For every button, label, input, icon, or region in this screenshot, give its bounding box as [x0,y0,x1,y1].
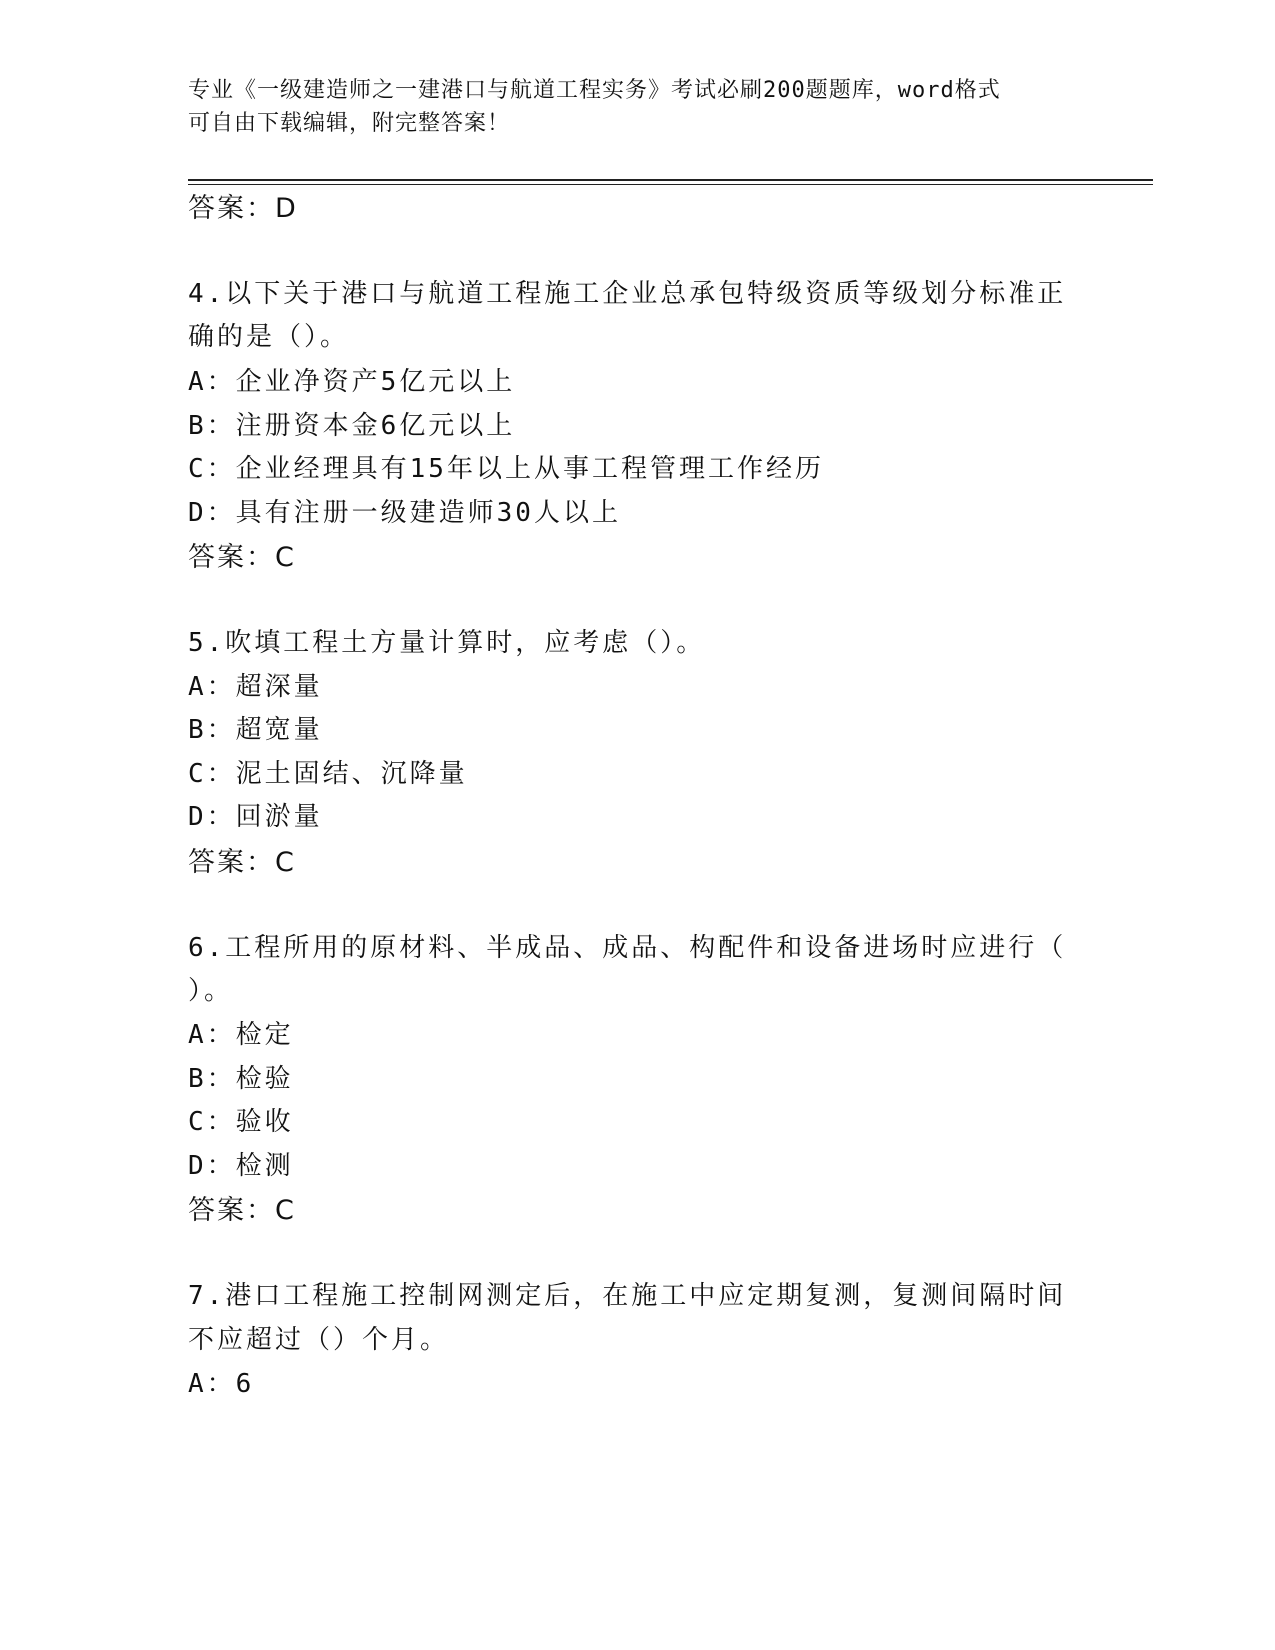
question-6-option-d: D：检测 [188,1151,294,1181]
answer-q6: 答案：C [188,1195,296,1226]
answer-q4: 答案：C [188,542,296,573]
question-4-stem-line-2: 确的是（）。 [188,322,350,352]
question-6-option-a: A：检定 [188,1020,294,1050]
question-6-stem-line-1: 6.工程所用的原材料、半成品、成品、构配件和设备进场时应进行（ [188,933,1067,963]
question-5-option-d: D：回淤量 [188,802,323,832]
question-5-option-b: B：超宽量 [188,715,323,745]
header-line-1: 专业《一级建造师之一建港口与航道工程实务》考试必刷200题题库，word格式 [188,78,1001,103]
question-7-stem-line-1: 7.港口工程施工控制网测定后，在施工中应定期复测，复测间隔时间 [188,1281,1067,1311]
header-divider-bottom [188,184,1153,185]
question-6-stem-line-2: ）。 [188,976,234,1006]
header-divider-top [188,179,1153,181]
answer-q5: 答案：C [188,847,296,878]
question-5-option-a: A：超深量 [188,672,323,702]
question-6-option-b: B：检验 [188,1064,294,1094]
question-4-stem-line-1: 4.以下关于港口与航道工程施工企业总承包特级资质等级划分标准正 [188,279,1067,309]
question-7-stem-line-2: 不应超过（）个月。 [188,1325,450,1355]
answer-q3: 答案：D [188,193,298,224]
question-4-option-c: C：企业经理具有15年以上从事工程管理工作经历 [188,454,824,484]
question-4-option-d: D：具有注册一级建造师30人以上 [188,498,621,528]
question-4-option-a: A：企业净资产5亿元以上 [188,367,516,397]
question-7-option-a: A：6 [188,1369,255,1399]
question-4-option-b: B：注册资本金6亿元以上 [188,411,516,441]
question-5-option-c: C：泥土固结、沉降量 [188,759,468,789]
question-5-stem-line-1: 5.吹填工程土方量计算时，应考虑（）。 [188,628,706,658]
question-6-option-c: C：验收 [188,1107,294,1137]
header-line-2: 可自由下载编辑，附完整答案！ [188,111,511,136]
document-header [188,74,1088,140]
